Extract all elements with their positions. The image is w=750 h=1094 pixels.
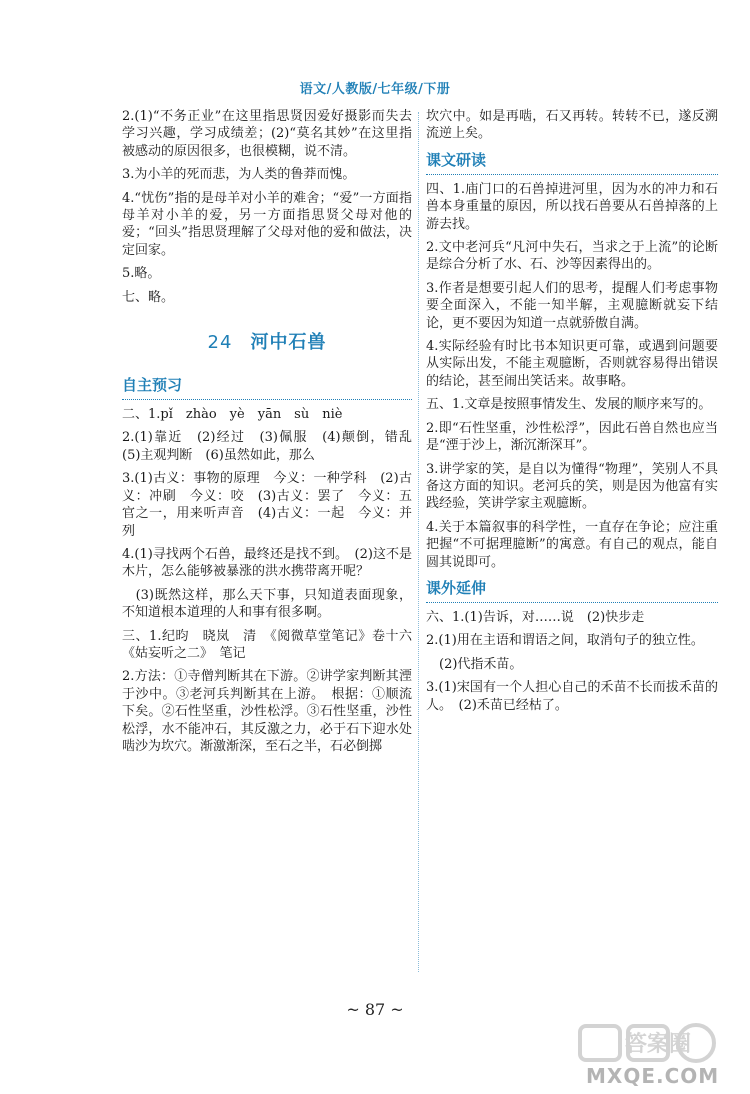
answer-paragraph: 4.实际经验有时比书本知识更可靠，或遇到问题要从实际出发，不能主观臆断，否则就容易得出错误的结论，甚至闹出笑话来。故事略。 <box>426 339 718 389</box>
section-heading-study: 课文研读 <box>426 149 718 175</box>
page-number: ~ 87 ~ <box>346 1000 404 1019</box>
answer-paragraph: 二、1.pǐ zhào yè yān sù niè <box>122 407 343 423</box>
answer-paragraph: 三、1.纪昀 晓岚 清 《阅微草堂笔记》卷十六《姑妄听之二》 笔记 <box>122 628 412 661</box>
watermark-site-text: MXQE.COM <box>586 1064 720 1088</box>
page-header: 语文/人教版/七年级/下册 <box>299 82 451 97</box>
left-column <box>122 108 426 761</box>
answer-paragraph: 2.即“石性坚重，沙性松浮”，因此石兽自然也应当是“湮于沙上，渐沉渐深耳”。 <box>426 420 718 454</box>
answer-paragraph: 4.(1)寻找两个石兽，最终还是找不到。 (2)这不是木片，怎么能够被暴涨的洪水携带离开呢？ <box>122 546 412 580</box>
answer-paragraph: 3.作者是想要引起人们的思考，提醒人们考虑事物要全面深入，不能一知半解，主观臆断就妄下结论，更不要因为知道一点就骄傲自满。 <box>426 280 718 331</box>
answer-paragraph: 5.略。 <box>122 266 161 282</box>
answer-paragraph: 3.(1)宋国有一个人担心自己的禾苗不长而拔禾苗的人。 (2)禾苗已经枯了。 <box>426 680 718 713</box>
lesson-name: 河中石兽 <box>250 332 327 354</box>
answer-paragraph: 四、1.庙门口的石兽掉进河里，因为水的冲力和石兽本身重量的原因，所以找石兽要从石兽掉落的上游去找。 <box>426 181 718 232</box>
right-column <box>426 108 718 720</box>
answer-paragraph: 2.(1)用在主语和谓语之间，取消句子的独立性。 <box>426 633 704 649</box>
answer-paragraph: 3.为小羊的死而悲，为人类的鲁莽而愧。 <box>122 167 356 183</box>
answer-paragraph: 3.讲学家的笑，是自以为懂得“物理”，笑别人不具备这方面的知识。老河兵的笑，则是因为他富有实践经验，笑讲学家主观臆断。 <box>426 461 718 512</box>
answer-paragraph: 六、1.(1)告诉，对……说 (2)快步走 <box>426 609 645 625</box>
answer-paragraph: 五、1.文章是按照事情发生、发展的顺序来写的。 <box>426 397 712 413</box>
answer-paragraph: 2.文中老河兵“凡河中失石，当求之于上流”的论断是综合分析了水、石、沙等因素得出的。 <box>426 240 718 273</box>
section-heading-preview: 自主预习 <box>122 374 412 400</box>
answer-paragraph: 七、略。 <box>122 289 175 305</box>
lesson-number: 24 <box>207 332 233 354</box>
watermark-top-text: 答案圈 <box>624 1032 692 1057</box>
answer-paragraph: 2.(1)“不务正业”在这里指思贤因爱好摄影而失去学习兴趣，学习成绩差；(2)“莫名其妙”在这里指被感动的原因很多，也很模糊，说不清。 <box>122 109 412 159</box>
column-divider <box>418 112 419 972</box>
answer-paragraph: 坎穴中。如是再啮，石又再转。转转不已，遂反溯流逆上矣。 <box>426 109 718 142</box>
answer-paragraph: 2.(1)靠近 (2)经过 (3)佩服 (4)颠倒，错乱 (5)主观判断 (6)虽然如此，那么 <box>122 430 426 463</box>
answer-paragraph: 4.“忧伤”指的是母羊对小羊的难舍；“爱”一方面指母羊对小羊的爱，另一方面指思贤父母对他的爱；“回头”指思贤理解了父母对他的爱和做法，决定回家。 <box>122 190 412 258</box>
lesson-title <box>122 328 412 354</box>
answer-paragraph: 2.方法：①寺僧判断其在下游。②讲学家判断其湮于沙中。③老河兵判断其在上游。 根据：①顺流下矣。②石性坚重，沙性松浮。③石性坚重，沙性松浮，水不能冲石，其反激之力，必于石下迎水处啮沙为坎穴。渐激渐深，至石之半，石必倒掷 <box>122 669 412 754</box>
section-heading-extension: 课外延伸 <box>426 577 718 603</box>
answer-paragraph: (2)代指禾苗。 <box>426 656 523 672</box>
answer-paragraph: 4.关于本篇叙事的科学性，一直存在争论；应注重把握“不可据理臆断”的寓意。有自己的观点，能自圆其说即可。 <box>426 519 718 570</box>
answer-paragraph: 3.(1)古义：事物的原理 今义：一种学科 (2)古义：冲刷 今义：咬 (3)古义：罢了 今义：五官之一，用来听声音 (4)古义：一起 今义：并列 <box>122 471 412 539</box>
answer-paragraph: (3)既然这样，那么天下事，只知道表面现象，不知道根本道理的人和事有很多啊。 <box>122 587 412 621</box>
